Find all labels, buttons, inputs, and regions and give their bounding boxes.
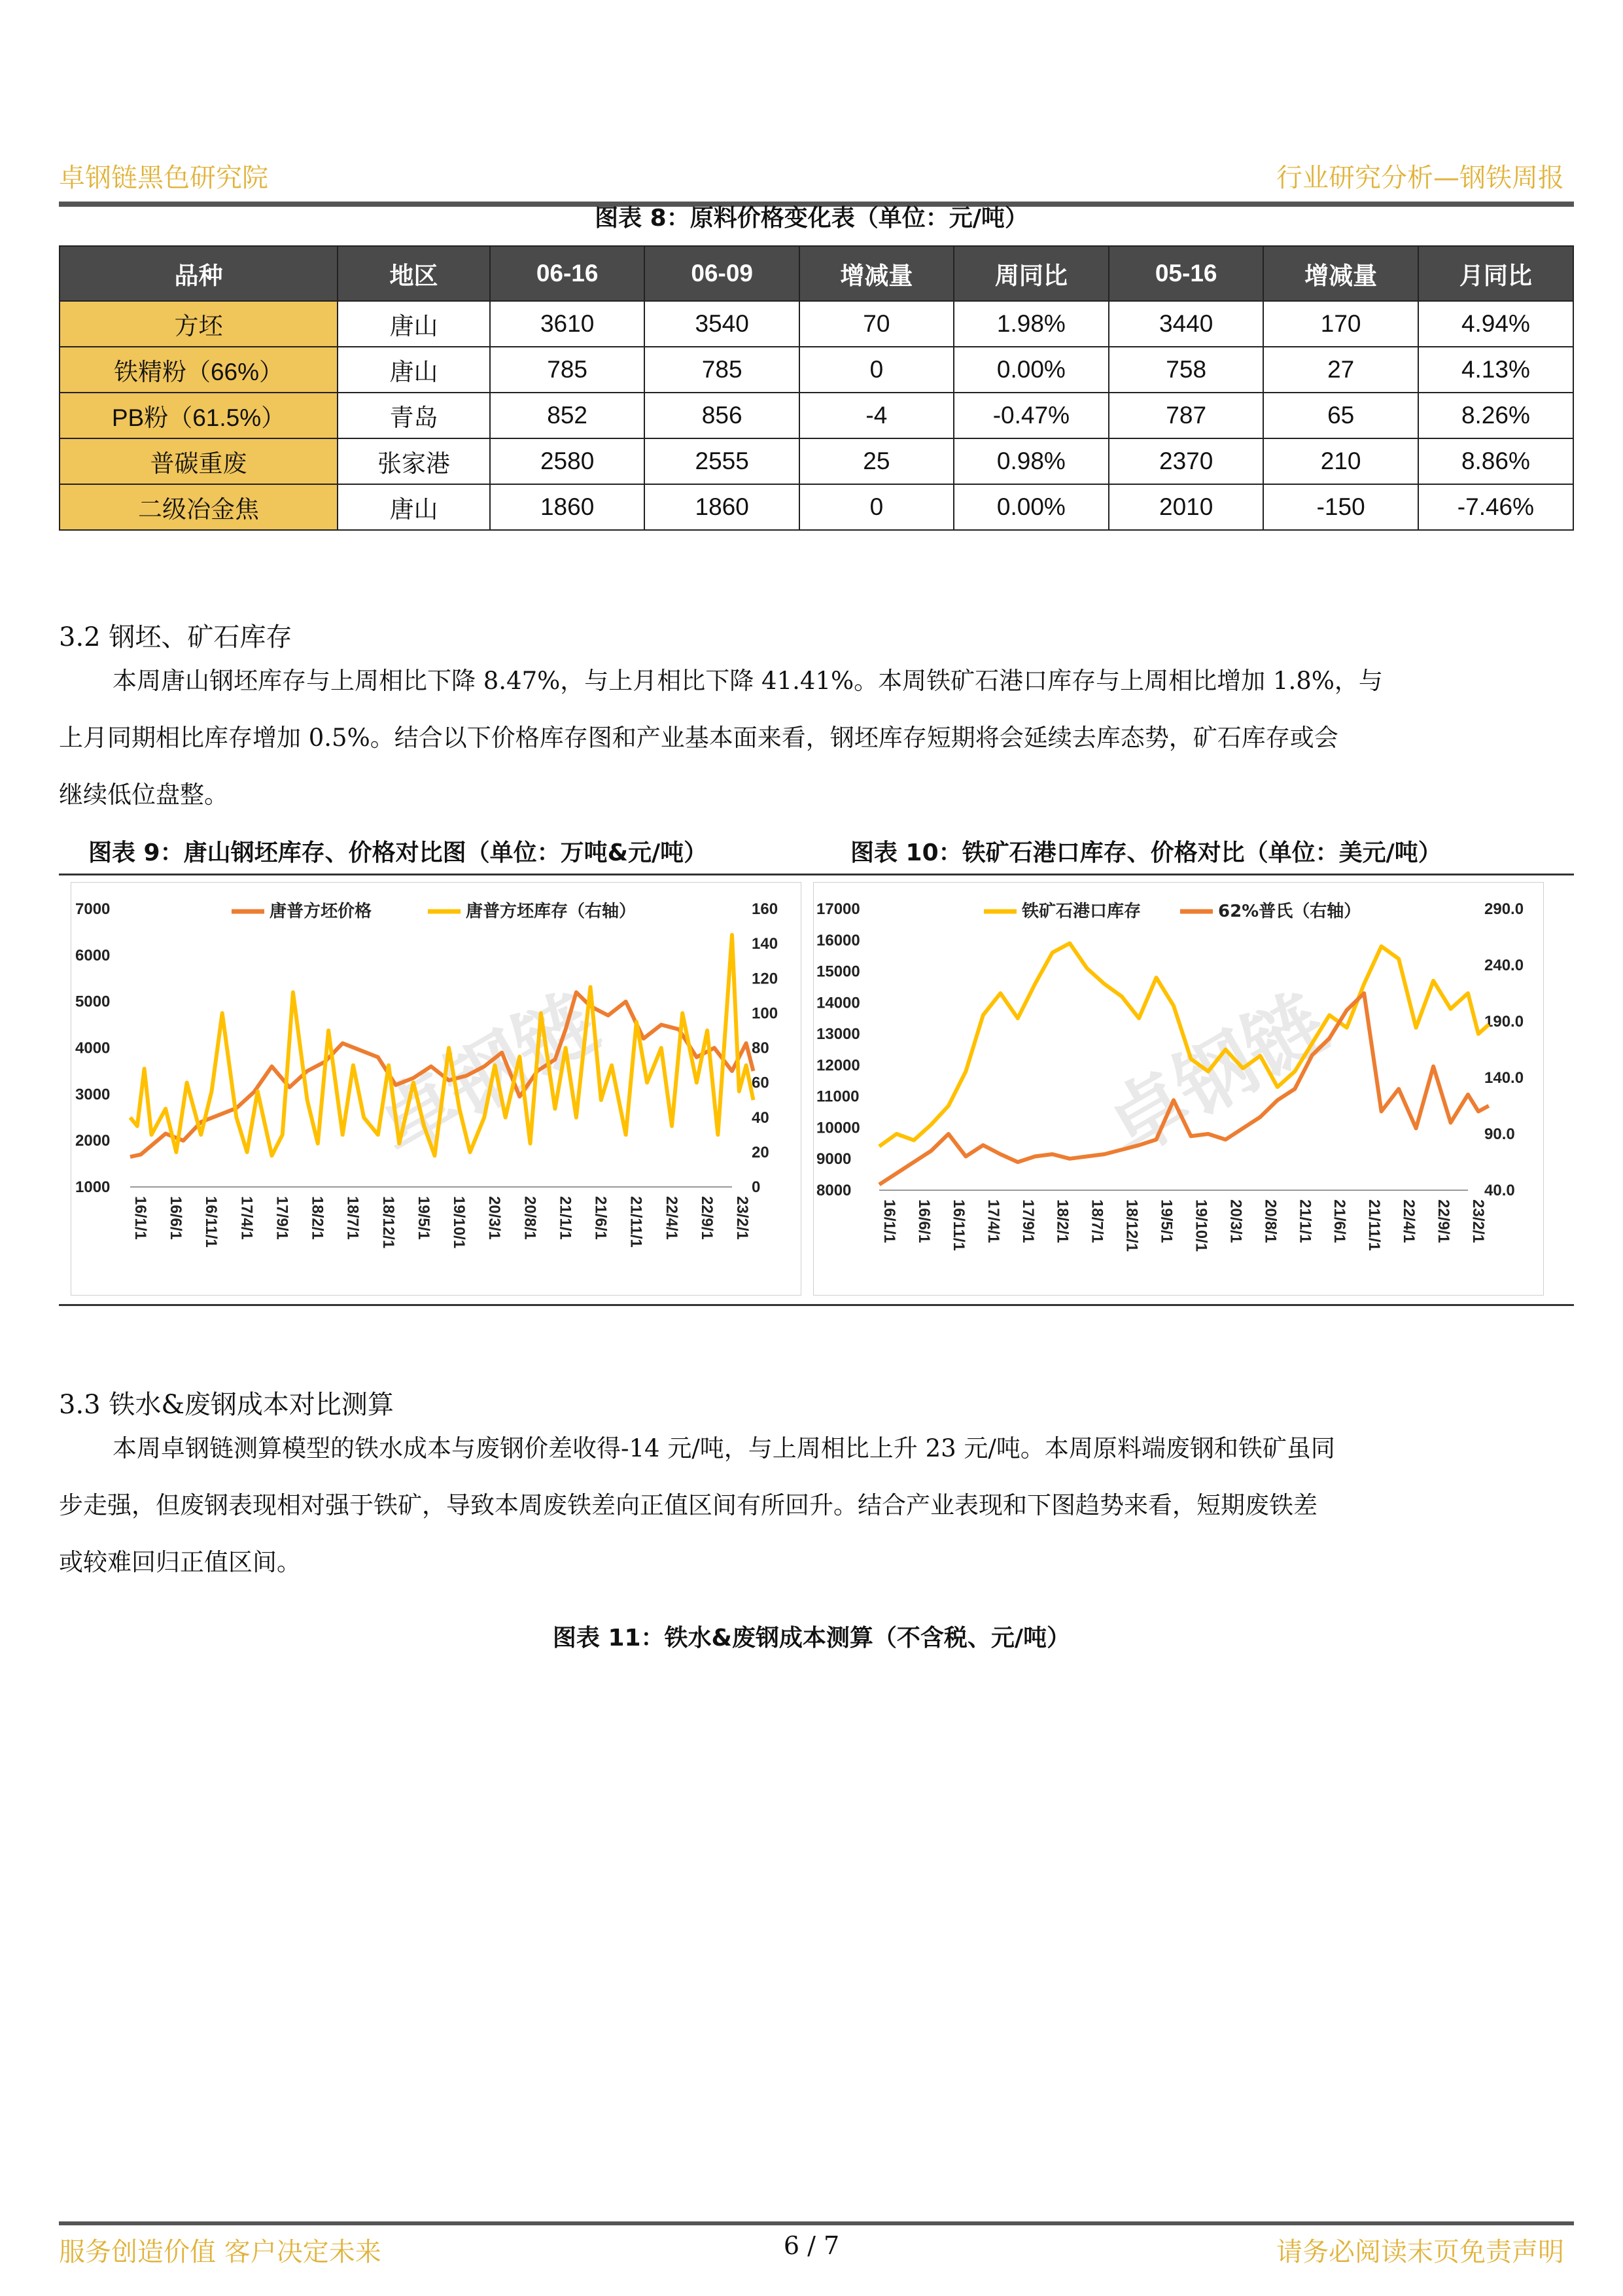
- table-cell: 1860: [490, 484, 645, 530]
- table-cell: -7.46%: [1418, 484, 1573, 530]
- x-tick-label: 16/11/1: [202, 1196, 220, 1248]
- table-cell: 0.00%: [954, 347, 1109, 393]
- table-cell: 1.98%: [954, 301, 1109, 347]
- x-tick-label: 18/7/1: [343, 1196, 362, 1240]
- table8-caption: 图表 8：原料价格变化表（单位：元/吨）: [595, 205, 1028, 232]
- chart9-svg: [71, 883, 801, 1295]
- chart10-watermark: 卓钢链: [1092, 977, 1342, 1174]
- x-tick-label: 19/5/1: [1157, 1199, 1176, 1243]
- col-header: 增减量: [1263, 246, 1418, 301]
- y-left-tick-label: 7000: [75, 900, 111, 918]
- table-cell: 70: [799, 301, 954, 347]
- y-right-tick-label: 40: [752, 1108, 769, 1127]
- table-cell: 二级冶金焦: [60, 484, 338, 530]
- header-right: 行业研究分析—钢铁周报: [1276, 163, 1564, 193]
- col-header: 05-16: [1109, 246, 1264, 301]
- section-3-3-title: 3.3 铁水&废钢成本对比测算: [59, 1390, 394, 1420]
- charts-bottom-rule: [59, 1304, 1574, 1306]
- table-row: [60, 438, 1573, 484]
- y-right-tick-label: 20: [752, 1143, 769, 1161]
- col-header: 品种: [60, 246, 338, 301]
- x-tick-label: 22/9/1: [697, 1196, 716, 1240]
- table-cell: 1860: [644, 484, 799, 530]
- table-cell: 0.00%: [954, 484, 1109, 530]
- y-right-tick-label: 160: [752, 900, 778, 918]
- y-right-tick-label: 0: [752, 1178, 761, 1196]
- y-left-tick-label: 15000: [816, 963, 860, 981]
- table-cell: 4.94%: [1418, 301, 1573, 347]
- x-tick-label: 21/11/1: [1365, 1199, 1384, 1251]
- y-right-tick-label: 290.0: [1484, 900, 1524, 918]
- x-tick-label: 17/9/1: [1019, 1199, 1037, 1243]
- chart10-svg: [814, 883, 1543, 1295]
- y-left-tick-label: 14000: [816, 994, 860, 1012]
- header-left: 卓钢链黑色研究院: [59, 163, 268, 193]
- y-right-tick-label: 40.0: [1484, 1182, 1515, 1199]
- table-cell: 0: [799, 484, 954, 530]
- table-cell: 张家港: [338, 438, 490, 484]
- chart9-caption: 图表 9：唐山钢坯库存、价格对比图（单位：万吨&元/吨）: [88, 839, 708, 866]
- y-right-tick-label: 120: [752, 970, 778, 988]
- charts-top-rule: [59, 874, 1574, 875]
- table-cell: 4.13%: [1418, 347, 1573, 393]
- table-cell: 2010: [1109, 484, 1264, 530]
- x-tick-label: 16/1/1: [881, 1199, 898, 1243]
- legend-label: 唐普方坯库存（右轴）: [466, 902, 637, 921]
- paragraph-line: 本周唐山钢坯库存与上周相比下降 8.47%，与上月相比下降 41.41%。本周铁矿石港口库存与上周相比增加 1.8%，与: [113, 667, 1383, 695]
- col-header: 月同比: [1418, 246, 1573, 301]
- y-left-tick-label: 12000: [816, 1056, 860, 1074]
- y-left-tick-label: 4000: [75, 1039, 111, 1057]
- x-tick-label: 23/2/1: [1469, 1199, 1487, 1243]
- table-header-row: [60, 246, 1573, 301]
- table-cell: 方坯: [60, 301, 338, 347]
- footer-divider: [59, 2221, 1574, 2225]
- x-tick-label: 19/5/1: [414, 1196, 432, 1240]
- col-header: 地区: [338, 246, 490, 301]
- x-tick-label: 21/6/1: [591, 1196, 610, 1240]
- x-tick-label: 17/4/1: [984, 1199, 1002, 1243]
- col-header: 周同比: [954, 246, 1109, 301]
- y-left-tick-label: 2000: [75, 1132, 111, 1150]
- paragraph-line: 步走强，但废钢表现相对强于铁矿，导致本周废铁差向正值区间有所回升。结合产业表现和下图趋势来看，短期废铁差: [59, 1491, 1318, 1519]
- page-number: 6 / 7: [783, 2231, 840, 2260]
- table-cell: 3610: [490, 301, 645, 347]
- chart9-watermark: 卓钢链: [362, 977, 612, 1174]
- figure11-caption: 图表 11：铁水&废钢成本测算（不含税、元/吨）: [552, 1625, 1071, 1651]
- x-tick-label: 21/1/1: [1296, 1199, 1314, 1243]
- y-left-tick-label: 13000: [816, 1025, 860, 1044]
- x-tick-label: 16/11/1: [949, 1199, 968, 1251]
- y-right-tick-label: 190.0: [1484, 1013, 1524, 1031]
- table-cell: 铁精粉（66%）: [60, 347, 338, 393]
- table-cell: 25: [799, 438, 954, 484]
- x-tick-label: 23/2/1: [733, 1196, 751, 1240]
- table-row: [60, 393, 1573, 438]
- x-tick-label: 20/3/1: [1227, 1199, 1245, 1243]
- table-cell: 787: [1109, 393, 1264, 438]
- table-cell: 唐山: [338, 484, 490, 530]
- x-tick-label: 22/9/1: [1435, 1199, 1453, 1243]
- table-cell: 唐山: [338, 301, 490, 347]
- paragraph-line: 或较难回归正值区间。: [59, 1548, 301, 1576]
- y-left-tick-label: 3000: [75, 1086, 111, 1104]
- table-row: [60, 301, 1573, 347]
- section-3-2-title: 3.2 钢坯、矿石库存: [59, 622, 292, 652]
- x-tick-label: 22/4/1: [662, 1196, 680, 1240]
- table-cell: 8.26%: [1418, 393, 1573, 438]
- col-header: 06-09: [644, 246, 799, 301]
- x-tick-label: 22/4/1: [1400, 1199, 1418, 1243]
- x-tick-label: 19/10/1: [1192, 1199, 1210, 1252]
- col-header: 增减量: [799, 246, 954, 301]
- table-cell: 758: [1109, 347, 1264, 393]
- x-tick-label: 20/8/1: [521, 1196, 539, 1240]
- y-left-tick-label: 10000: [816, 1119, 860, 1137]
- x-tick-label: 16/6/1: [915, 1199, 933, 1243]
- table-cell: 普碳重废: [60, 438, 338, 484]
- x-tick-label: 21/11/1: [627, 1196, 645, 1248]
- table-cell: PB粉（61.5%）: [60, 393, 338, 438]
- y-right-tick-label: 80: [752, 1039, 769, 1057]
- table-cell: -0.47%: [954, 393, 1109, 438]
- table-row: [60, 347, 1573, 393]
- chart10-container: [813, 882, 1544, 1296]
- chart10-caption: 图表 10：铁矿石港口库存、价格对比（单位：美元/吨）: [850, 839, 1442, 866]
- y-right-tick-label: 140: [752, 935, 778, 953]
- table-cell: 170: [1263, 301, 1418, 347]
- x-tick-label: 18/2/1: [1053, 1199, 1072, 1243]
- legend-label: 铁矿石港口库存: [1022, 902, 1142, 921]
- y-right-tick-label: 100: [752, 1004, 778, 1023]
- table-cell: 27: [1263, 347, 1418, 393]
- table-cell: 2370: [1109, 438, 1264, 484]
- y-left-tick-label: 8000: [816, 1182, 852, 1199]
- col-header: 06-16: [490, 246, 645, 301]
- table-cell: 2555: [644, 438, 799, 484]
- table-cell: 唐山: [338, 347, 490, 393]
- table-cell: 210: [1263, 438, 1418, 484]
- y-right-tick-label: 60: [752, 1074, 769, 1092]
- table-cell: 65: [1263, 393, 1418, 438]
- y-right-tick-label: 90.0: [1484, 1125, 1515, 1143]
- legend-label: 唐普方坯价格: [270, 902, 372, 921]
- x-tick-label: 17/4/1: [237, 1196, 256, 1240]
- table-cell: 785: [644, 347, 799, 393]
- x-tick-label: 18/2/1: [308, 1196, 326, 1240]
- footer-right: 请务必阅读末页免责声明: [1276, 2237, 1564, 2267]
- paragraph-line: 本周卓钢链测算模型的铁水成本与废钢价差收得-14 元/吨，与上周相比上升 23 元/吨。本周原料端废钢和铁矿虽同: [113, 1434, 1335, 1462]
- x-tick-label: 21/6/1: [1331, 1199, 1349, 1243]
- table-cell: -4: [799, 393, 954, 438]
- x-tick-label: 20/3/1: [485, 1196, 504, 1240]
- section-3-3-body: [59, 1420, 1577, 1591]
- table-cell: 852: [490, 393, 645, 438]
- table-cell: 2580: [490, 438, 645, 484]
- table-cell: 0: [799, 347, 954, 393]
- y-right-tick-label: 240.0: [1484, 957, 1524, 974]
- table-cell: 8.86%: [1418, 438, 1573, 484]
- x-tick-label: 18/12/1: [379, 1196, 397, 1249]
- table-cell: 785: [490, 347, 645, 393]
- x-tick-label: 16/6/1: [167, 1196, 185, 1240]
- y-left-tick-label: 1000: [75, 1178, 111, 1196]
- raw-material-price-table: [59, 245, 1574, 531]
- footer-left: 服务创造价值 客户决定未来: [59, 2237, 381, 2267]
- table-row: [60, 484, 1573, 530]
- y-left-tick-label: 6000: [75, 946, 111, 964]
- x-tick-label: 19/10/1: [450, 1196, 468, 1249]
- x-tick-label: 18/12/1: [1123, 1199, 1141, 1252]
- y-left-tick-label: 17000: [816, 900, 860, 918]
- y-left-tick-label: 16000: [816, 931, 860, 949]
- table-cell: -150: [1263, 484, 1418, 530]
- x-tick-label: 16/1/1: [131, 1196, 149, 1240]
- chart9-container: [71, 882, 801, 1296]
- table-cell: 3540: [644, 301, 799, 347]
- paragraph-line: 上月同期相比库存增加 0.5%。结合以下价格库存图和产业基本面来看，钢坯库存短期将会延续去库态势，矿石库存或会: [59, 724, 1338, 752]
- table-cell: 0.98%: [954, 438, 1109, 484]
- x-tick-label: 18/7/1: [1088, 1199, 1106, 1243]
- paragraph-line: 继续低位盘整。: [59, 781, 228, 809]
- legend-label: 62%普氏（右轴）: [1218, 902, 1361, 921]
- y-right-tick-label: 140.0: [1484, 1069, 1524, 1087]
- table-cell: 3440: [1109, 301, 1264, 347]
- x-tick-label: 17/9/1: [273, 1196, 291, 1240]
- y-left-tick-label: 9000: [816, 1150, 852, 1169]
- section-3-2-body: [59, 652, 1577, 823]
- y-left-tick-label: 11000: [816, 1087, 860, 1106]
- table-cell: 856: [644, 393, 799, 438]
- table-cell: 青岛: [338, 393, 490, 438]
- x-tick-label: 21/1/1: [556, 1196, 574, 1240]
- y-left-tick-label: 5000: [75, 993, 111, 1011]
- x-tick-label: 20/8/1: [1261, 1199, 1280, 1243]
